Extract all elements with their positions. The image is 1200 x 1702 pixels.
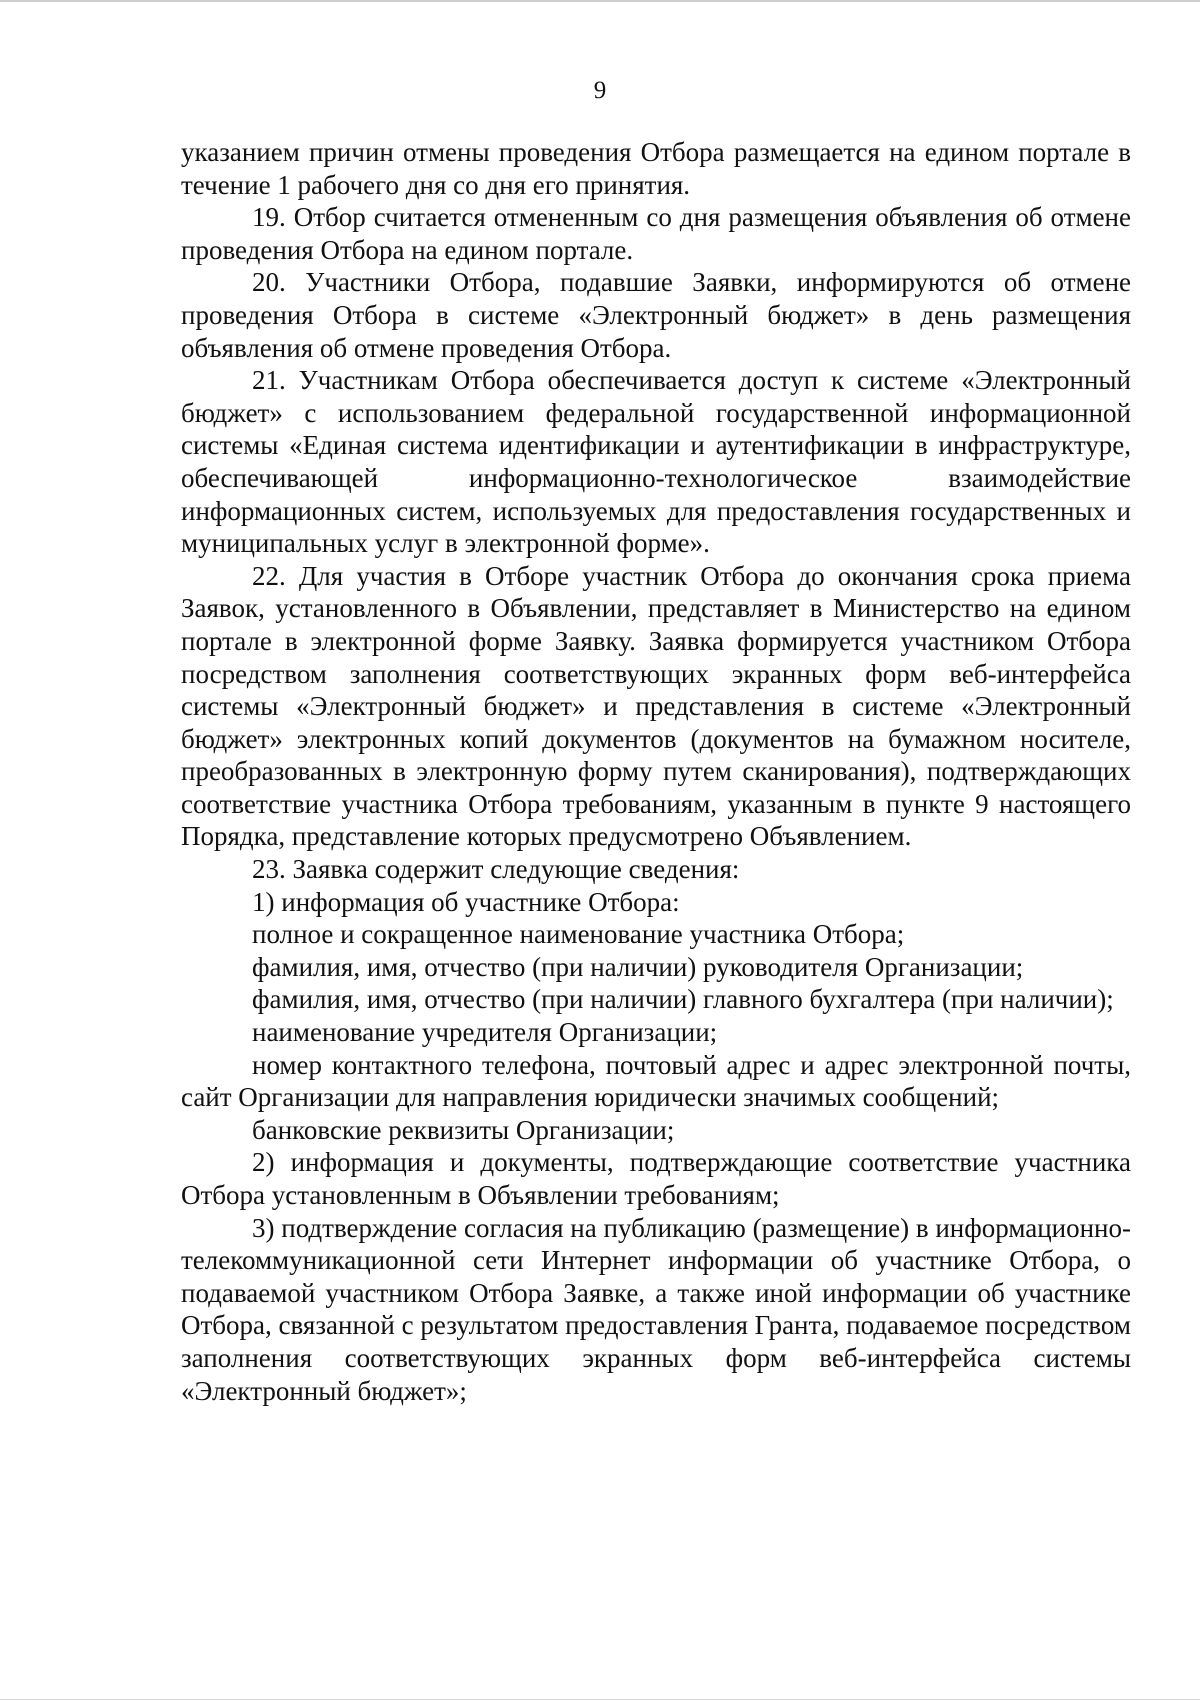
paragraph-item-23: 23. Заявка содержит следующие сведения: — [252, 854, 740, 885]
scan-bottom-edge — [0, 1699, 1200, 1700]
paragraph-item-19: 19. Отбор считается отмененным со дня размещения объявления об отмене проведения Отбора на едином портале. — [181, 202, 1131, 265]
paragraph-subitem-1: 1) информация об участнике Отбора: — [252, 886, 680, 917]
paragraph-subitem-3: 3) подтверждение согласия на публикацию (размещение) в информационно-телекоммуникационной сети Интернет информации об участнике Отбора, о подаваемой участником Отбора Заявке, а также иной информации об участнике Отбора, связанной с результатом предоставления Гранта, подаваемое посредством заполнения соответствующих экранных форм веб-интерфейса системы «Электронный бюджет»; — [181, 1212, 1131, 1406]
scan-top-edge — [0, 0, 1200, 2]
paragraph-full-name: полное и сокращенное наименование участника Отбора; — [252, 919, 905, 950]
paragraph-bank-details: банковские реквизиты Организации; — [252, 1114, 675, 1145]
paragraph-item-20: 20. Участники Отбора, подавшие Заявки, информируются об отмене проведения Отбора в системе «Электронный бюджет» в день размещения объявления об отмене проведения Отбора. — [181, 267, 1131, 363]
page-number: 9 — [593, 77, 607, 104]
paragraph-founder: наименование учредителя Организации; — [252, 1017, 718, 1048]
paragraph-accountant: фамилия, имя, отчество (при наличии) главного бухгалтера (при наличии); — [252, 984, 1114, 1015]
paragraph-contacts: номер контактного телефона, почтовый адрес и адрес электронной почты, сайт Организации для направления юридически значимых сообщений; — [181, 1049, 1131, 1113]
paragraph-subitem-2: 2) информация и документы, подтверждающие соответствие участника Отбора установленным в Объявлении требованиям; — [181, 1147, 1131, 1210]
document-body — [181, 136, 1131, 1407]
paragraph-item-22: 22. Для участия в Отборе участник Отбора до окончания срока приема Заявок, установленного в Объявлении, представляет в Министерство на едином портале в электронной форме Заявку. Заявка формируется участником Отбора посредством заполнения соответствующих экранных форм веб-интерфейса системы «Электронный бюджет» и представления в системе «Электронный бюджет» электронных копий документов (документов на бумажном носителе, преобразованных в электронную форму путем сканирования), подтверждающих соответствие участника Отбора требованиям, указанным в пункте 9 настоящего Порядка, представление которых предусмотрено Объявлением. — [181, 560, 1131, 852]
paragraph-item-21: 21. Участникам Отбора обеспечивается доступ к системе «Электронный бюджет» с использованием федеральной государственной информационной системы «Единая система идентификации и аутентификации в инфраструктуре, обеспечивающей информационно-технологическое взаимодействие информационных систем, используемых для предоставления государственных и муниципальных услуг в электронной форме». — [181, 365, 1131, 559]
paragraph-continuation: указанием причин отмены проведения Отбора размещается на едином портале в течение 1 рабочего дня со дня его принятия. — [181, 137, 1131, 200]
paragraph-director: фамилия, имя, отчество (при наличии) руководителя Организации; — [252, 951, 1024, 982]
